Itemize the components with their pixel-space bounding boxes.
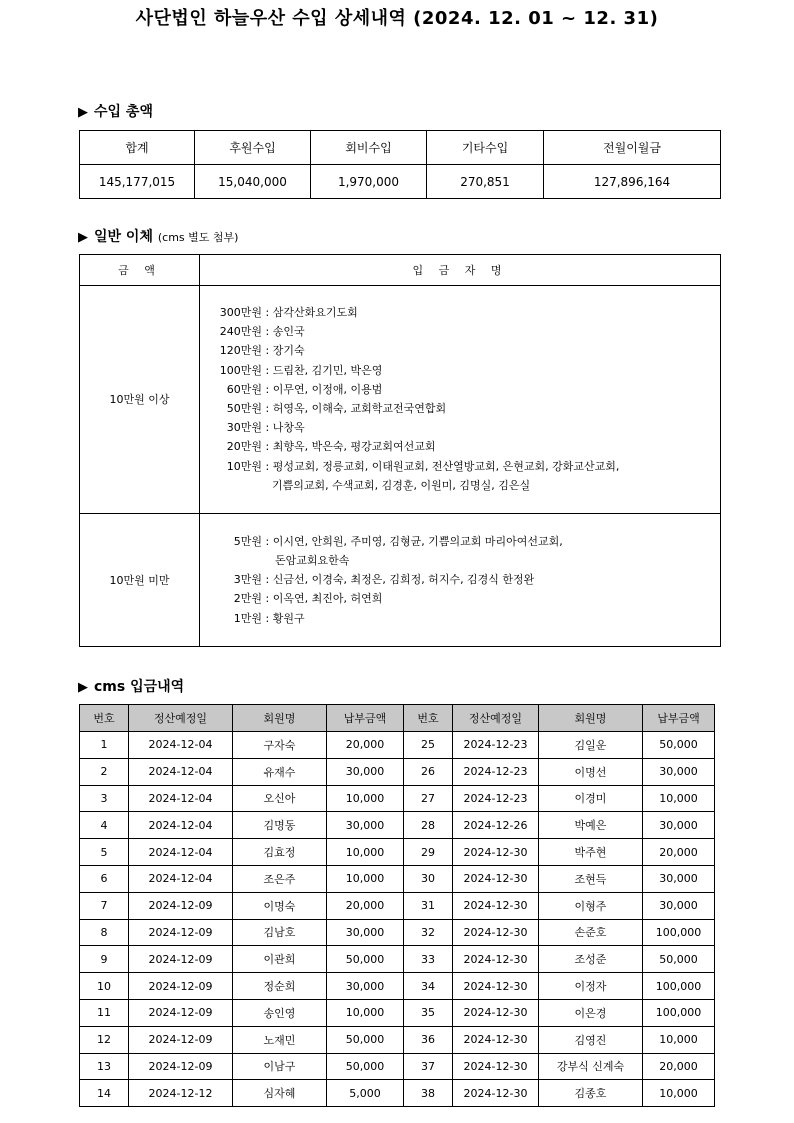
amount-label: 5만원 [233, 534, 262, 548]
donor-names: 이옥연, 최진아, 허연희 [272, 592, 383, 606]
table-cell: 20,000 [643, 839, 715, 866]
donor-names: 드림찬, 김기민, 박은영 [272, 363, 383, 377]
table-cell: 5 [80, 839, 129, 866]
table-cell: 강부식 신계숙 [539, 1053, 643, 1080]
summary-value-cell: 127,896,164 [544, 165, 721, 199]
list-item: 3만원 : 신금선, 이경숙, 최정은, 김희정, 허지수, 김경식 한정완 [226, 570, 720, 589]
table-row [80, 812, 715, 839]
table-cell: 30,000 [327, 973, 404, 1000]
table-cell: 2024-12-30 [453, 1026, 539, 1053]
amount-label: 1만원 [233, 611, 262, 625]
table-cell: 1 [80, 732, 129, 759]
table-cell: 2024-12-04 [129, 785, 233, 812]
donor-names: 송인국 [272, 325, 305, 339]
list-item-continuation: 돈암교회요한속 [275, 554, 350, 568]
table-cell: 32 [404, 919, 453, 946]
amount-label: 10만원 [226, 459, 262, 473]
table-cell: 100,000 [643, 973, 715, 1000]
amount-label: 20만원 [226, 440, 262, 454]
table-cell: 50,000 [643, 946, 715, 973]
table-row [80, 973, 715, 1000]
table-cell: 27 [404, 785, 453, 812]
table-cell: 50,000 [327, 946, 404, 973]
table-cell: 김남호 [233, 919, 327, 946]
amount-label: 60만원 [226, 382, 262, 396]
table-cell: 30,000 [327, 812, 404, 839]
table-cell: 심자혜 [233, 1080, 327, 1107]
triangle-bullet-icon: ▶ [78, 230, 88, 245]
table-cell: 2 [80, 758, 129, 785]
table-cell: 박주현 [539, 839, 643, 866]
table-cell: 6 [80, 865, 129, 892]
table-cell: 5,000 [327, 1080, 404, 1107]
table-cell: 3 [80, 785, 129, 812]
table-cell: 10,000 [327, 999, 404, 1026]
list-item: 30만원 : 나창옥 [218, 418, 720, 437]
table-cell: 2024-12-04 [129, 812, 233, 839]
amount-label: 2만원 [233, 592, 262, 606]
table-cell: 2024-12-04 [129, 839, 233, 866]
table-cell: 100,000 [643, 999, 715, 1026]
summary-header-cell: 기타수입 [427, 131, 544, 165]
table-cell: 2024-12-04 [129, 865, 233, 892]
table-cell: 2024-12-09 [129, 1053, 233, 1080]
table-cell: 9 [80, 946, 129, 973]
list-item: 240만원 : 송인국 [218, 322, 720, 341]
amount-label: 3만원 [233, 573, 262, 587]
table-cell: 이남구 [233, 1053, 327, 1080]
table-cell: 10,000 [327, 839, 404, 866]
table-cell: 38 [404, 1080, 453, 1107]
amount-label: 30만원 [226, 421, 262, 435]
table-row [80, 732, 715, 759]
section-transfer-note: (cms 별도 첨부) [157, 231, 239, 244]
table-cell: 이형주 [539, 892, 643, 919]
donor-names: 허영옥, 이해숙, 교회학교전국연합회 [272, 401, 447, 415]
cms-header-cell: 정산예정일 [129, 705, 233, 732]
summary-value-cell: 15,040,000 [195, 165, 311, 199]
table-cell: 2024-12-09 [129, 946, 233, 973]
list-item: 50만원 : 허영옥, 이해숙, 교회학교전국연합회 [218, 399, 720, 418]
table-cell: 2024-12-26 [453, 812, 539, 839]
table-cell: 10,000 [643, 785, 715, 812]
table-cell: 2024-12-30 [453, 1053, 539, 1080]
section-transfer-heading [78, 226, 238, 246]
table-cell: 29 [404, 839, 453, 866]
amount-label: 100만원 [219, 363, 262, 377]
table-cell: 11 [80, 999, 129, 1026]
table-cell: 조성준 [539, 946, 643, 973]
table-cell: 이관희 [233, 946, 327, 973]
list-item-continuation: 기쁨의교회, 수색교회, 김경훈, 이원미, 김명실, 김은실 [272, 478, 531, 492]
amount-label: 50만원 [226, 401, 262, 415]
summary-header-cell: 전월이월금 [544, 131, 721, 165]
table-cell: 2024-12-30 [453, 839, 539, 866]
cms-header-cell: 번호 [80, 705, 129, 732]
summary-header-row [80, 131, 721, 165]
list-item: 2만원 : 이옥연, 최진아, 허연희 [226, 589, 720, 608]
table-cell: 4 [80, 812, 129, 839]
transfer-group-row [80, 286, 721, 514]
list-item: 5만원 : 이시연, 안희원, 주미영, 김형균, 기쁨의교회 마리아여선교회, [226, 532, 720, 551]
table-cell: 2024-12-09 [129, 919, 233, 946]
section-cms-heading [78, 676, 184, 696]
table-cell: 2024-12-30 [453, 892, 539, 919]
donor-names: 삼각산화요기도회 [272, 306, 358, 319]
section-summary-title: 수입 총액 [94, 104, 153, 120]
list-item: 10만원 : 평성교회, 정릉교회, 이태원교회, 전산열방교회, 은현교회, 강화교산교회, [218, 457, 720, 476]
list-item: 60만원 : 이무연, 이정애, 이용범 [218, 380, 720, 399]
table-cell: 정순희 [233, 973, 327, 1000]
table-cell: 2024-12-23 [453, 785, 539, 812]
donor-names: 이시연, 안희원, 주미영, 김형균, 기쁨의교회 마리아여선교회, [272, 534, 563, 548]
list-item: 100만원 : 드림찬, 김기민, 박은영 [218, 361, 720, 380]
table-cell: 100,000 [643, 919, 715, 946]
table-cell: 37 [404, 1053, 453, 1080]
table-cell: 36 [404, 1026, 453, 1053]
summary-table [79, 130, 721, 199]
table-cell: 35 [404, 999, 453, 1026]
table-cell: 2024-12-04 [129, 732, 233, 759]
table-row [80, 839, 715, 866]
table-cell: 이경미 [539, 785, 643, 812]
list-item: 1만원 : 황원구 [226, 609, 720, 628]
table-cell: 노재민 [233, 1026, 327, 1053]
summary-header-cell: 후원수입 [195, 131, 311, 165]
table-row [80, 758, 715, 785]
summary-value-cell: 270,851 [427, 165, 544, 199]
section-transfer-title: 일반 이체 [94, 229, 153, 245]
table-cell: 10,000 [327, 785, 404, 812]
table-cell: 2024-12-30 [453, 1080, 539, 1107]
transfer-header-row [80, 255, 721, 286]
cms-header-cell: 납부금액 [643, 705, 715, 732]
table-cell: 이정자 [539, 973, 643, 1000]
table-row [80, 999, 715, 1026]
table-cell: 10,000 [643, 1026, 715, 1053]
donor-names: 장기숙 [272, 344, 305, 358]
summary-value-cell: 145,177,015 [80, 165, 195, 199]
table-cell: 13 [80, 1053, 129, 1080]
table-cell: 2024-12-30 [453, 919, 539, 946]
table-cell: 이은경 [539, 999, 643, 1026]
table-cell: 30,000 [643, 892, 715, 919]
cms-header-cell: 회원명 [233, 705, 327, 732]
donor-names: 최향옥, 박은숙, 평강교회여선교회 [272, 440, 436, 454]
table-cell: 김효정 [233, 839, 327, 866]
table-cell: 20,000 [327, 892, 404, 919]
table-cell: 12 [80, 1026, 129, 1053]
table-cell: 2024-12-12 [129, 1080, 233, 1107]
table-cell: 손준호 [539, 919, 643, 946]
table-cell: 김영진 [539, 1026, 643, 1053]
triangle-bullet-icon: ▶ [78, 105, 88, 120]
donor-names: 신금선, 이경숙, 최정은, 김희정, 허지수, 김경식 한정완 [272, 573, 535, 587]
transfer-group-list [200, 513, 721, 646]
table-row [80, 946, 715, 973]
transfer-group-list [200, 286, 721, 514]
transfer-group-label: 10만원 미만 [80, 513, 200, 646]
table-cell: 31 [404, 892, 453, 919]
transfer-header-cell: 금 액 [80, 255, 200, 286]
table-cell: 2024-12-04 [129, 758, 233, 785]
table-cell: 김종호 [539, 1080, 643, 1107]
cms-header-row [80, 705, 715, 732]
transfer-group-label: 10만원 이상 [80, 286, 200, 514]
table-cell: 20,000 [327, 732, 404, 759]
table-row [80, 1053, 715, 1080]
table-cell: 8 [80, 919, 129, 946]
table-cell: 30,000 [643, 758, 715, 785]
section-cms-title: cms 입금내역 [94, 679, 185, 695]
donor-names: 평성교회, 정릉교회, 이태원교회, 전산열방교회, 은현교회, 강화교산교회, [272, 459, 620, 473]
donor-names: 황원구 [272, 611, 305, 625]
list-item: 120만원 : 장기숙 [218, 341, 720, 360]
table-cell: 28 [404, 812, 453, 839]
table-cell: 이명숙 [233, 892, 327, 919]
table-cell: 25 [404, 732, 453, 759]
amount-label: 240만원 [219, 325, 262, 339]
list-item: 300만원 : 삼각산화요기도회 [218, 303, 720, 322]
summary-header-cell: 회비수입 [311, 131, 427, 165]
table-cell: 오신아 [233, 785, 327, 812]
table-cell: 10,000 [327, 865, 404, 892]
table-cell: 조현득 [539, 865, 643, 892]
summary-header-cell: 합계 [80, 131, 195, 165]
table-row [80, 865, 715, 892]
table-row [80, 892, 715, 919]
table-cell: 30 [404, 865, 453, 892]
list-item: 20만원 : 최향옥, 박은숙, 평강교회여선교회 [218, 437, 720, 456]
table-cell: 10,000 [643, 1080, 715, 1107]
table-row [80, 785, 715, 812]
donor-names: 나창옥 [272, 421, 305, 435]
table-cell: 14 [80, 1080, 129, 1107]
table-cell: 2024-12-30 [453, 946, 539, 973]
cms-header-cell: 번호 [404, 705, 453, 732]
table-cell: 30,000 [327, 919, 404, 946]
table-cell: 33 [404, 946, 453, 973]
table-cell: 10 [80, 973, 129, 1000]
table-cell: 30,000 [327, 758, 404, 785]
table-cell: 50,000 [327, 1026, 404, 1053]
table-cell: 26 [404, 758, 453, 785]
cms-header-cell: 납부금액 [327, 705, 404, 732]
table-cell: 이명선 [539, 758, 643, 785]
table-cell: 2024-12-30 [453, 865, 539, 892]
table-cell: 2024-12-23 [453, 758, 539, 785]
table-row [80, 919, 715, 946]
table-row [80, 1080, 715, 1107]
triangle-bullet-icon: ▶ [78, 680, 88, 695]
summary-value-row [80, 165, 721, 199]
table-cell: 송인영 [233, 999, 327, 1026]
table-cell: 50,000 [327, 1053, 404, 1080]
table-cell: 2024-12-09 [129, 892, 233, 919]
table-cell: 2024-12-09 [129, 1026, 233, 1053]
table-cell: 박예은 [539, 812, 643, 839]
table-cell: 구자숙 [233, 732, 327, 759]
transfer-table [79, 254, 721, 647]
donor-names: 이무연, 이정애, 이용범 [272, 382, 383, 396]
cms-table [79, 704, 715, 1107]
table-cell: 2024-12-23 [453, 732, 539, 759]
table-cell: 2024-12-09 [129, 973, 233, 1000]
transfer-header-cell: 입 금 자 명 [200, 255, 721, 286]
table-cell: 2024-12-30 [453, 973, 539, 1000]
summary-value-cell: 1,970,000 [311, 165, 427, 199]
table-cell: 30,000 [643, 812, 715, 839]
table-cell: 2024-12-09 [129, 999, 233, 1026]
cms-table-body [80, 732, 715, 1107]
cms-header-cell: 회원명 [539, 705, 643, 732]
cms-header-cell: 정산예정일 [453, 705, 539, 732]
table-cell: 34 [404, 973, 453, 1000]
table-cell: 20,000 [643, 1053, 715, 1080]
transfer-group-row [80, 513, 721, 646]
table-cell: 김명동 [233, 812, 327, 839]
table-cell: 50,000 [643, 732, 715, 759]
table-cell: 조은주 [233, 865, 327, 892]
amount-label: 120만원 [219, 344, 262, 358]
table-cell: 30,000 [643, 865, 715, 892]
page-title: 사단법인 하늘우산 수입 상세내역 (2024. 12. 01 ~ 12. 31) [135, 8, 659, 29]
table-cell: 김일운 [539, 732, 643, 759]
table-cell: 7 [80, 892, 129, 919]
section-summary-heading [78, 101, 153, 121]
amount-label: 300만원 [219, 306, 262, 319]
table-cell: 유재수 [233, 758, 327, 785]
table-cell: 2024-12-30 [453, 999, 539, 1026]
table-row [80, 1026, 715, 1053]
